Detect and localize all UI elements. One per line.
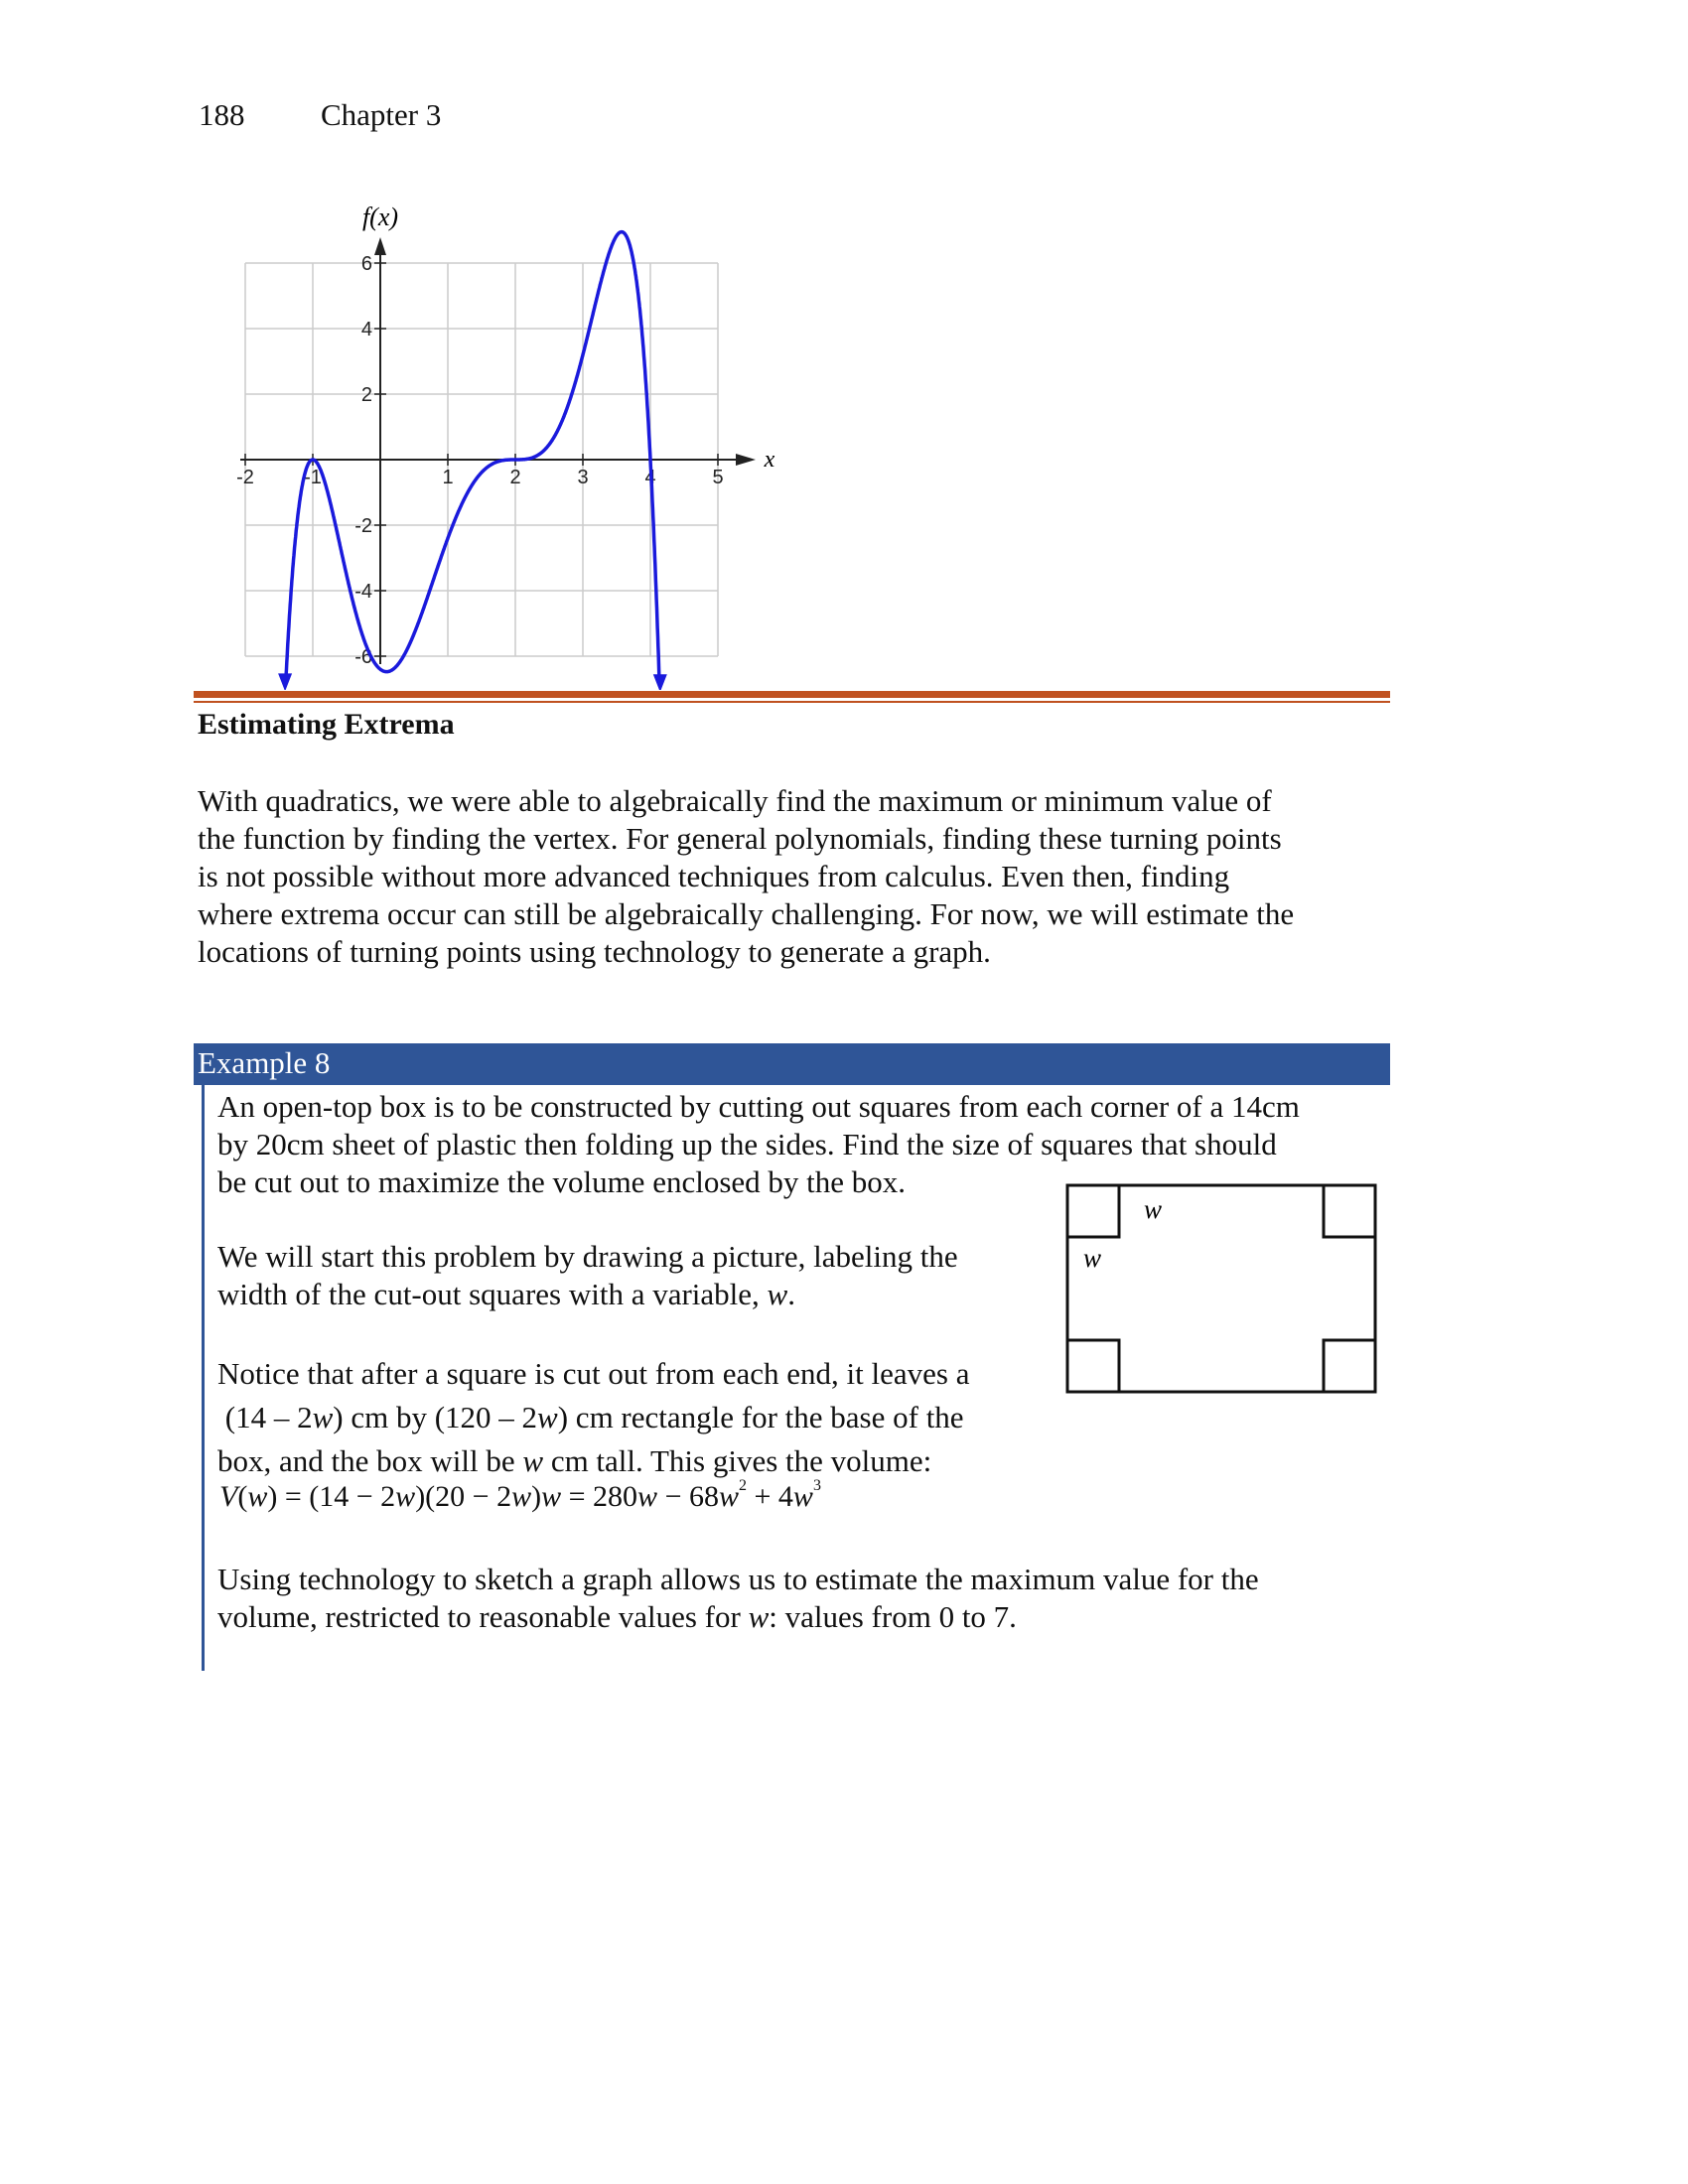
x-tick-label: 5	[712, 467, 724, 488]
y-tick-label: -6	[354, 646, 372, 668]
y-axis-arrow	[374, 237, 386, 255]
y-axis-label: f(x)	[361, 203, 399, 231]
corner-square-bottom-right	[1324, 1340, 1375, 1392]
corner-square-top-left	[1067, 1185, 1119, 1237]
graph-axes	[240, 237, 756, 664]
x-tick-label: 2	[509, 467, 521, 488]
x-tick-label: 4	[644, 467, 656, 488]
paragraph-line: We will start this problem by drawing a picture, labeling the	[217, 1239, 958, 1274]
paragraph-line: by 20cm sheet of plastic then folding up the sides. Find the size of squares that should	[217, 1127, 1277, 1161]
paragraph-line: volume, restricted to reasonable values for w: values from 0 to 7.	[217, 1599, 1017, 1634]
paragraph-line: be cut out to maximize the volume enclosed by the box.	[217, 1164, 907, 1199]
paragraph-line: box, and the box will be w cm tall. This gives the volume:	[217, 1443, 932, 1478]
x-tick-label: -1	[304, 467, 322, 488]
paragraph-line: Notice that after a square is cut out from each end, it leaves a	[217, 1356, 970, 1391]
section-title: Estimating Extrema	[198, 708, 455, 741]
width-label-top: w	[1144, 1194, 1163, 1224]
x-axis-label: x	[764, 447, 775, 473]
page-header	[199, 97, 442, 133]
y-tick-label: 6	[360, 253, 372, 275]
corner-square-top-right	[1324, 1185, 1375, 1237]
paragraph-line: the function by finding the vertex. For general polynomials, finding these turning points	[198, 821, 1282, 856]
y-tick-label: -2	[354, 515, 372, 537]
graph-curve	[278, 232, 667, 690]
example-picture-paragraph	[217, 1238, 1032, 1313]
paragraph-line: With quadratics, we were able to algebraically find the maximum or minimum value of	[198, 783, 1272, 818]
width-label-side: w	[1083, 1243, 1102, 1273]
x-axis-arrow	[736, 454, 756, 466]
curve-arrow-left	[278, 673, 292, 690]
cutout-box-diagram	[1065, 1183, 1383, 1397]
polynomial-graph	[218, 194, 794, 690]
example-notice-paragraph	[217, 1352, 1061, 1483]
paragraph-line: width of the cut-out squares with a variable, w.	[217, 1277, 795, 1311]
paragraph-line: where extrema occur can still be algebraically challenging. For now, we will estimate the	[198, 896, 1295, 931]
y-tick-label: 4	[360, 319, 372, 341]
section-divider-thin	[194, 701, 1390, 703]
paragraph-line: locations of turning points using technology to generate a graph.	[198, 934, 991, 969]
curve-arrow-right	[653, 674, 667, 690]
page-number: 188	[199, 97, 245, 132]
paragraph-line: is not possible without more advanced techniques from calculus. Even then, finding	[198, 859, 1230, 893]
corner-square-bottom-left	[1067, 1340, 1119, 1392]
x-tick-label: 1	[442, 467, 454, 488]
x-tick-label: -2	[236, 467, 254, 488]
y-tick-label: -4	[354, 581, 372, 603]
intro-paragraph	[198, 782, 1399, 971]
paragraph-line: (14 – 2w) cm by (120 – 2w) cm rectangle for the base of the	[224, 1400, 964, 1434]
function-curve	[286, 232, 659, 677]
example-title: Example 8	[198, 1045, 331, 1080]
section-divider	[194, 691, 1390, 698]
example-left-border	[202, 1085, 205, 1671]
x-tick-label: 3	[577, 467, 589, 488]
example-technology-paragraph	[217, 1561, 1399, 1636]
y-tick-label: 2	[360, 384, 372, 406]
paragraph-line: Using technology to sketch a graph allows us to estimate the maximum value for the	[217, 1562, 1259, 1596]
sheet-outline	[1067, 1185, 1375, 1392]
volume-formula: $V(w) = (14 - 2w)(20 - 2w)w = 280w - 68w^2 + 4w^3$	[219, 1477, 821, 1513]
chapter-title: Chapter 3	[321, 97, 442, 132]
example-header-bar	[194, 1043, 1390, 1085]
paragraph-line: An open-top box is to be constructed by cutting out squares from each corner of a 14cm	[217, 1089, 1300, 1124]
